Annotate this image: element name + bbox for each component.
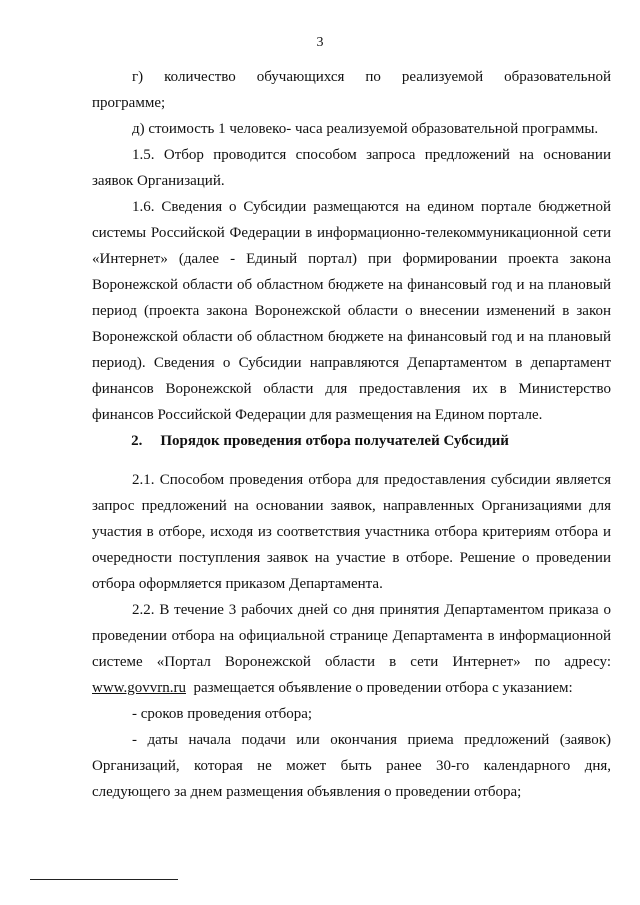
page-number: 3: [316, 35, 324, 50]
paragraph-line: программе;: [92, 95, 166, 111]
section-number: 2.: [131, 433, 143, 449]
paragraph-line: 2.2. В течение 3 рабочих дней со дня принятия Департаментом приказа о: [132, 602, 611, 618]
paragraph-line: финансов Российской Федерации для размещения на Едином портале.: [92, 407, 543, 423]
paragraph-line: следующего за днем размещения объявления о проведении отбора;: [92, 784, 522, 800]
paragraph-line: «Интернет» (далее - Единый портал) при формировании проекта закона: [92, 251, 611, 267]
paragraph-line: системы Российской Федерации в информационно-телекоммуникационной сети: [92, 225, 611, 241]
portal-link[interactable]: www.govvrn.ru: [92, 680, 187, 696]
paragraph-line: очередности поступления заявок на участие в отборе. Решение о проведении: [92, 550, 611, 566]
paragraph-line: период (проекта закона Воронежской области о внесении изменений в закон: [92, 303, 611, 319]
section-title: Порядок проведения отбора получателей Субсидий: [160, 433, 509, 449]
paragraph-line: запрос предложений на основании заявок, направленных Организациями для: [92, 498, 611, 514]
paragraph-line: финансов Воронежской области для предоставления их в Министерство: [92, 381, 611, 397]
paragraph-text: размещается объявление о проведении отбора с указанием:: [193, 680, 573, 696]
paragraph-line: 1.6. Сведения о Субсидии размещаются на едином портале бюджетной: [132, 199, 611, 215]
section-heading: [0, 431, 640, 451]
paragraph-line: системе «Портал Воронежской области в сети Интернет» по адресу:: [92, 654, 611, 670]
list-item: - даты начала подачи или окончания приема предложений (заявок): [132, 732, 611, 748]
paragraph-line: проведении отбора на официальной странице Департамента в информационной: [92, 628, 611, 644]
footnote-divider: [30, 879, 178, 880]
paragraph-line: г) количество обучающихся по реализуемой образовательной: [132, 69, 611, 85]
paragraph-line: период). Сведения о Субсидии направляются Департаментом в департамент: [92, 355, 611, 371]
paragraph-line: участия в отборе, исходя из соответствия участника отбора критериям отбора и: [92, 524, 611, 540]
paragraph-line: отбора оформляется приказом Департамента.: [92, 576, 383, 592]
paragraph-line: 2.1. Способом проведения отбора для предоставления субсидии является: [132, 472, 611, 488]
list-item: - сроков проведения отбора;: [132, 706, 313, 722]
paragraph-line: Организаций, которая не может быть ранее 30-го календарного дня,: [92, 758, 611, 774]
paragraph-line: 1.5. Отбор проводится способом запроса предложений на основании: [132, 147, 611, 163]
paragraph-line: Воронежской области об областном бюджете на финансовый год и на плановый: [92, 277, 611, 293]
paragraph-line: [92, 678, 611, 698]
paragraph-line: д) стоимость 1 человеко- часа реализуемой образовательной программы.: [132, 121, 599, 137]
paragraph-line: Воронежской области об областном бюджете на финансовый год и на плановый: [92, 329, 611, 345]
paragraph-line: заявок Организаций.: [92, 173, 225, 189]
